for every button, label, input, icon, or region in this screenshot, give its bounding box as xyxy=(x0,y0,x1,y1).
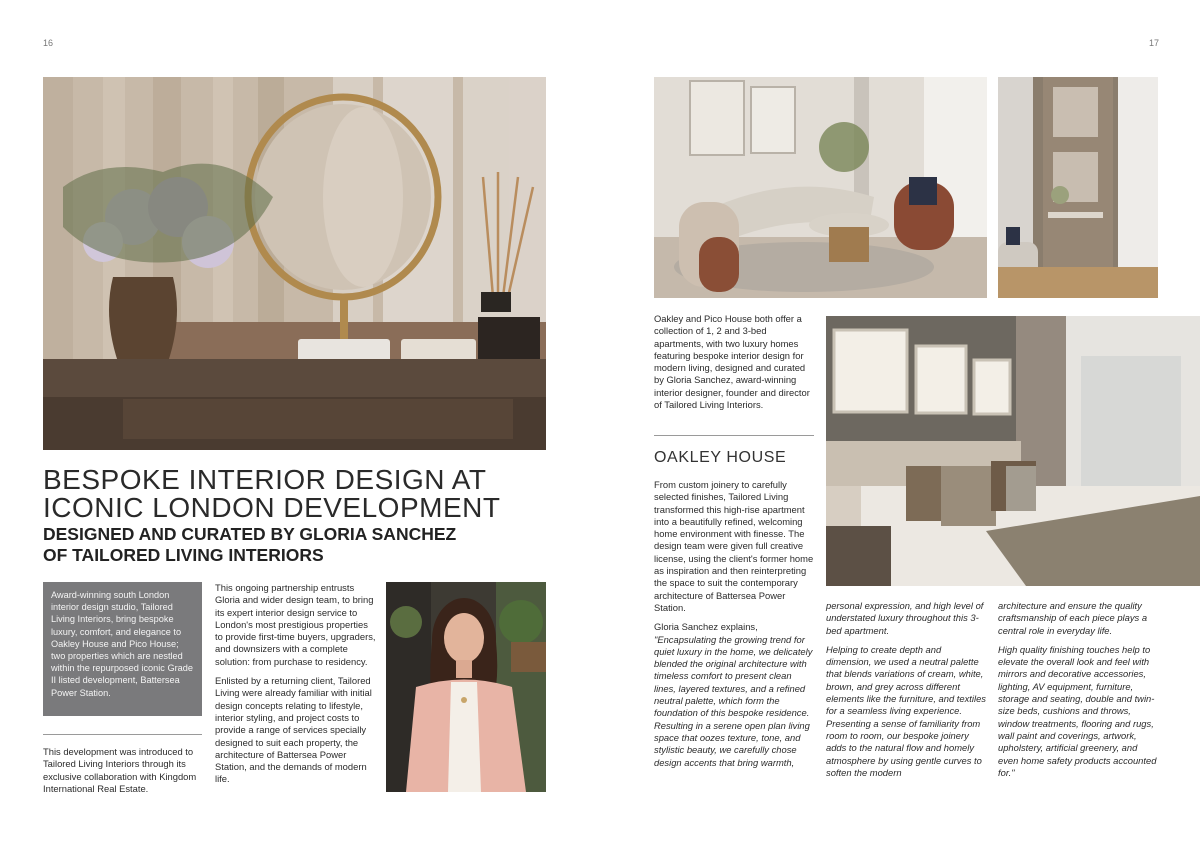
hallway-photo xyxy=(998,77,1158,298)
section-title: OAKLEY HOUSE xyxy=(654,449,787,466)
column-two-paragraph-1: This ongoing partnership entrusts Gloria and wider design team, to bring its expert interior design service to London's most prestigious properties to provide first-time buyers, upgraders, and downsizers with a complete solution: from purchase to residency. xyxy=(215,582,376,667)
page-number-left: 16 xyxy=(43,38,54,48)
column-two xyxy=(215,582,377,793)
right-intro: Oakley and Pico House both offer a collection of 1, 2 and 3-bed apartments, with two luxury homes featuring bespoke interior design for modern living, designed and curated by Gloria Sanchez, award-winning interior designer, founder and director of Tailored Living Interiors. xyxy=(654,313,810,411)
oakley-column-1 xyxy=(654,479,816,776)
oakley-paragraph-2-lead: Gloria Sanchez explains, xyxy=(654,621,758,633)
living-room-photo xyxy=(654,77,987,298)
quote-column-3-paragraph-2: High quality finishing touches help to elevate the overall look and feel with mirrors and decorative accessories, lighting, AV equipment, furniture, storage and seating, double and twin-size beds, cushions and throws, window treatments, flooring and rugs, wall paint and coverings, artwork, upholstery, artificial greenery, and even home safety products accounted for." xyxy=(998,643,1157,778)
vanity-photo xyxy=(43,77,546,450)
quote-column-3 xyxy=(998,600,1160,786)
portrait-photo xyxy=(386,582,546,792)
bedroom-photo xyxy=(826,316,1200,586)
divider-left xyxy=(43,734,202,735)
divider-right xyxy=(654,435,814,436)
headline xyxy=(43,466,563,522)
column-two-paragraph-2: Enlisted by a returning client, Tailored Living were already familiar with initial design concepts relating to lifestyle, interior styling, and project costs to provide a range of services specially designed to suit each property, the architecture of Battersea Power Station, and the demands of modern life. xyxy=(215,675,372,785)
oakley-paragraph-1: From custom joinery to carefully selected finishes, Tailored Living transformed this high-rise apartment into a beautifully refined, welcoming home environment with finesse. The design team were given full creative license, using the client's former home as inspiration and then reinterpreting the space to suit the contemporary architecture of Battersea Power Station. xyxy=(654,479,814,613)
intro-box: Award-winning south London interior design studio, Tailored Living Interiors, bring bespoke luxury, comfort, and elegance to Oakley House and Pico House; two properties which are nestled within the repurposed iconic Grade II listed development, Battersea Power Station. xyxy=(43,582,202,716)
oakley-quote-start: "Encapsulating the growing trend for quiet luxury in the home, we delicately blended the original architecture with timeless comfort to present clean lines, layered textures, and a refined neutral palette, which form the foundation of this bespoke residence. Resulting in a serene open plan living space that oozes texture, tone, and stylistic beauty, we carefully chose design accents that bring warmth, xyxy=(654,633,813,768)
quote-column-2-paragraph-1: personal expression, and high level of understated luxury throughout this 3-bed apartment. xyxy=(826,600,984,636)
subheadline-line-1: DESIGNED AND CURATED BY GLORIA SANCHEZ xyxy=(43,524,457,544)
development-note: This development was introduced to Tailored Living Interiors through its exclusive collaboration with Kingdom International Real Estate. xyxy=(43,746,197,794)
headline-line-2: ICONIC LONDON DEVELOPMENT xyxy=(43,492,501,523)
subheadline xyxy=(43,524,563,566)
subheadline-line-2: OF TAILORED LIVING INTERIORS xyxy=(43,545,324,565)
page-number-right: 17 xyxy=(1149,38,1160,48)
quote-column-3-paragraph-1: architecture and ensure the quality craftsmanship of each piece plays a central role in everyday life. xyxy=(998,600,1148,636)
quote-column-2-paragraph-2: Helping to create depth and dimension, we used a neutral palette that blends variations of cream, white, brown, and grey across different elements like the furniture, and textiles for a seamless living experience. Presenting a sense of familiarity from room to room, our bespoke joinery adds to the natural flow and homely atmosphere by using gentle curves to soften the modern xyxy=(826,643,986,778)
headline-line-1: BESPOKE INTERIOR DESIGN AT xyxy=(43,464,487,495)
quote-column-2 xyxy=(826,600,988,786)
